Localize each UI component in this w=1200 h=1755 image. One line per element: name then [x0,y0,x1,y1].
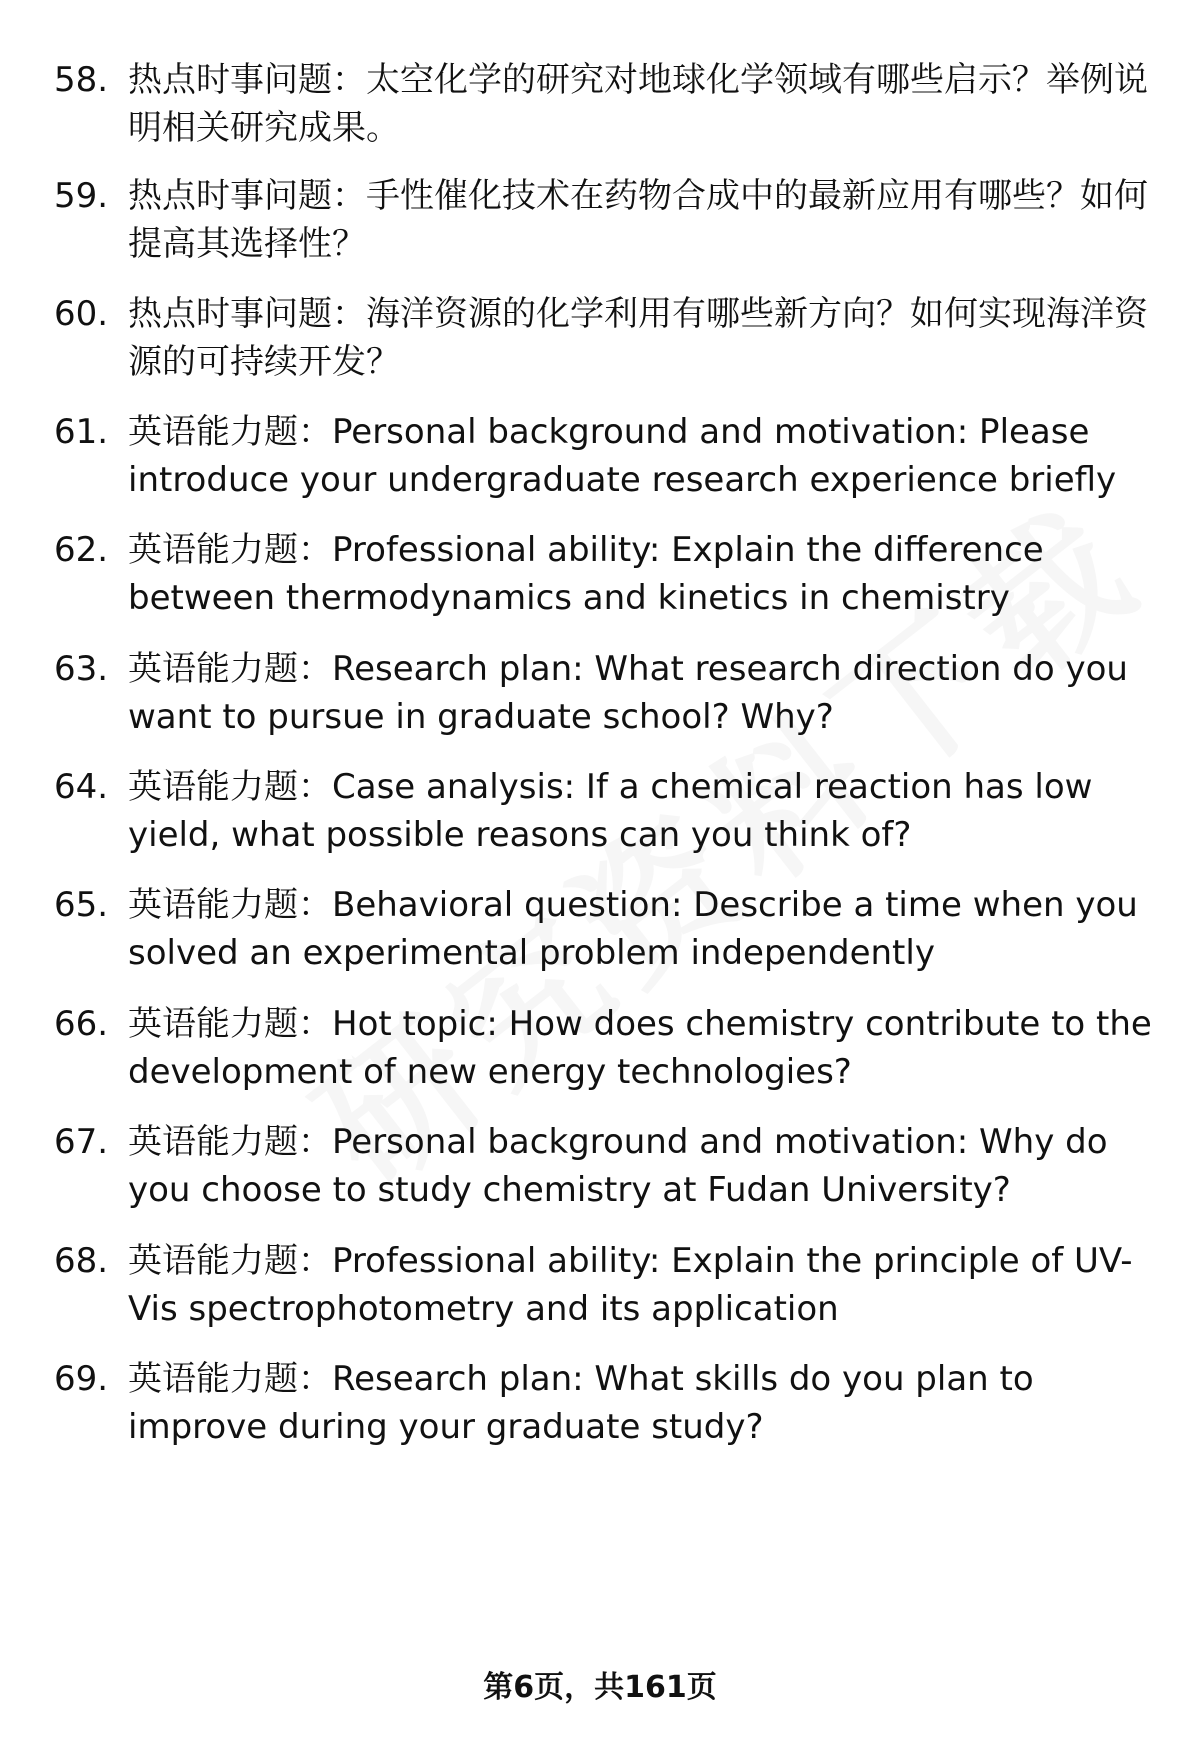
item-text: 英语能力题：Professional ability: Explain the principle of UV-Vis spectrophotometry and its application [128,1241,1133,1329]
list-item-64 [54,763,1164,859]
item-text: 英语能力题：Personal background and motivation: Why do you choose to study chemistry at Fudan University? [128,1122,1108,1210]
item-text: 英语能力题：Personal background and motivation: Please introduce your undergraduate research experience briefly [128,412,1117,500]
list-item-69 [54,1355,1164,1451]
list-item-58 [54,56,1164,152]
item-number: 61. [54,412,109,452]
item-text: 英语能力题：Research plan: What skills do you plan to improve during your graduate study? [128,1359,1034,1447]
list-item-67 [54,1118,1164,1214]
list-item-63 [54,645,1164,741]
item-number: 65. [54,885,109,925]
item-text: 热点时事问题：海洋资源的化学利用有哪些新方向？如何实现海洋资源的可持续开发？ [128,294,1148,382]
item-number: 59. [54,176,109,216]
item-number: 62. [54,530,109,570]
item-text: 英语能力题：Research plan: What research direction do you want to pursue in graduate school? Why? [128,649,1128,737]
item-text: 热点时事问题：太空化学的研究对地球化学领域有哪些启示？举例说明相关研究成果。 [128,60,1148,148]
list-item-59 [54,172,1164,268]
page-number-footer: 第6页，共161页 [483,1670,717,1705]
list-item-61 [54,408,1164,504]
item-number: 64. [54,767,109,807]
item-text: 英语能力题：Professional ability: Explain the difference between thermodynamics and kinetics in chemistry [128,530,1044,618]
item-text: 英语能力题：Hot topic: How does chemistry contribute to the development of new energy technologies? [128,1004,1152,1092]
list-item-66 [54,1000,1164,1096]
list-item-68 [54,1237,1164,1333]
item-text: 热点时事问题：手性催化技术在药物合成中的最新应用有哪些？如何提高其选择性？ [128,176,1148,264]
list-item-62 [54,526,1164,622]
item-number: 63. [54,649,109,689]
item-number: 66. [54,1004,109,1044]
item-number: 68. [54,1241,109,1281]
item-number: 67. [54,1122,109,1162]
list-item-65 [54,881,1164,977]
item-number: 58. [54,60,109,100]
item-number: 69. [54,1359,109,1399]
list-item-60 [54,290,1164,386]
item-text: 英语能力题：Case analysis: If a chemical reaction has low yield, what possible reasons can you think of? [128,767,1093,855]
item-text: 英语能力题：Behavioral question: Describe a time when you solved an experimental problem independently [128,885,1138,973]
item-number: 60. [54,294,109,334]
